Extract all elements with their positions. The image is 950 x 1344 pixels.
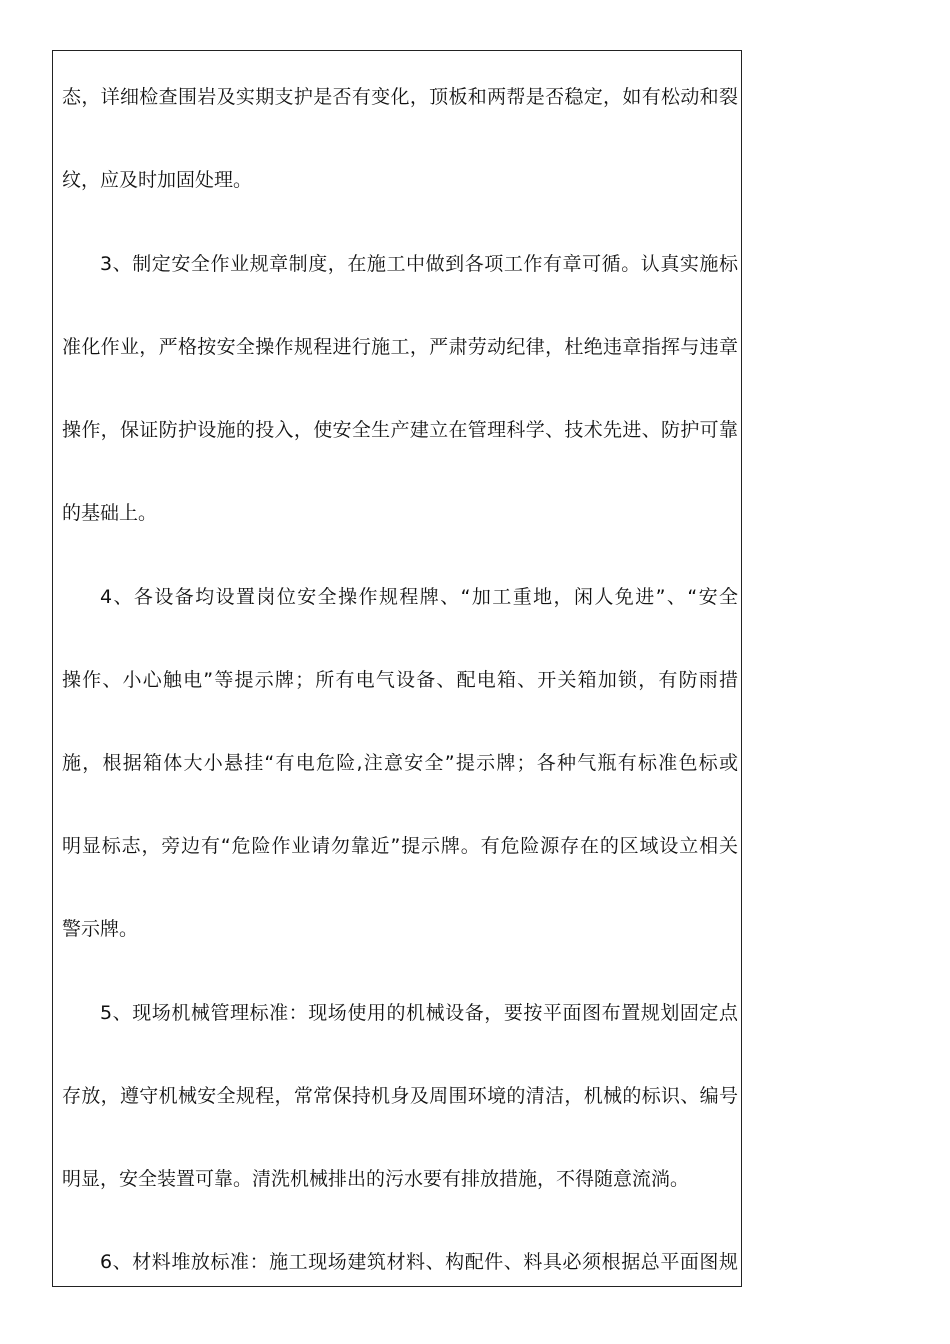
- text-line: 态，详细检查围岩及实期支护是否有变化，顶板和两帮是否稳定，如有松动和裂: [62, 86, 738, 108]
- text-frame: [52, 50, 742, 1287]
- paragraph-3-start: 3、制定安全作业规章制度，在施工中做到各项工作有章可循。认真实施标: [100, 253, 738, 275]
- paragraph-6-start: 6、材料堆放标准：施工现场建筑材料、构配件、料具必须根据总平面图规: [100, 1251, 738, 1273]
- text-line: 的基础上。: [62, 502, 158, 524]
- text-line: 纹，应及时加固处理。: [62, 169, 253, 191]
- text-line: 明显，安全装置可靠。清洗机械排出的污水要有排放措施，不得随意流淌。: [62, 1168, 690, 1190]
- paragraph-5-start: 5、现场机械管理标准：现场使用的机械设备，要按平面图布置规划固定点: [100, 1002, 738, 1024]
- text-line: 操作、小心触电”等提示牌；所有电气设备、配电箱、开关箱加锁，有防雨措: [62, 669, 738, 691]
- paragraph-4-start: 4、各设备均设置岗位安全操作规程牌、“加工重地，闲人免进”、“安全: [100, 586, 738, 608]
- text-line: 准化作业，严格按安全操作规程进行施工，严肃劳动纪律，杜绝违章指挥与违章: [62, 336, 738, 358]
- text-line: 施，根据箱体大小悬挂“有电危险,注意安全”提示牌；各种气瓶有标准色标或: [62, 752, 738, 774]
- text-line: 操作，保证防护设施的投入，使安全生产建立在管理科学、技术先进、防护可靠: [62, 419, 738, 441]
- text-line: 明显标志，旁边有“危险作业请勿靠近”提示牌。有危险源存在的区域设立相关: [62, 835, 738, 857]
- text-line: 警示牌。: [62, 918, 139, 940]
- text-line: 存放，遵守机械安全规程，常常保持机身及周围环境的清洁，机械的标识、编号: [62, 1085, 738, 1107]
